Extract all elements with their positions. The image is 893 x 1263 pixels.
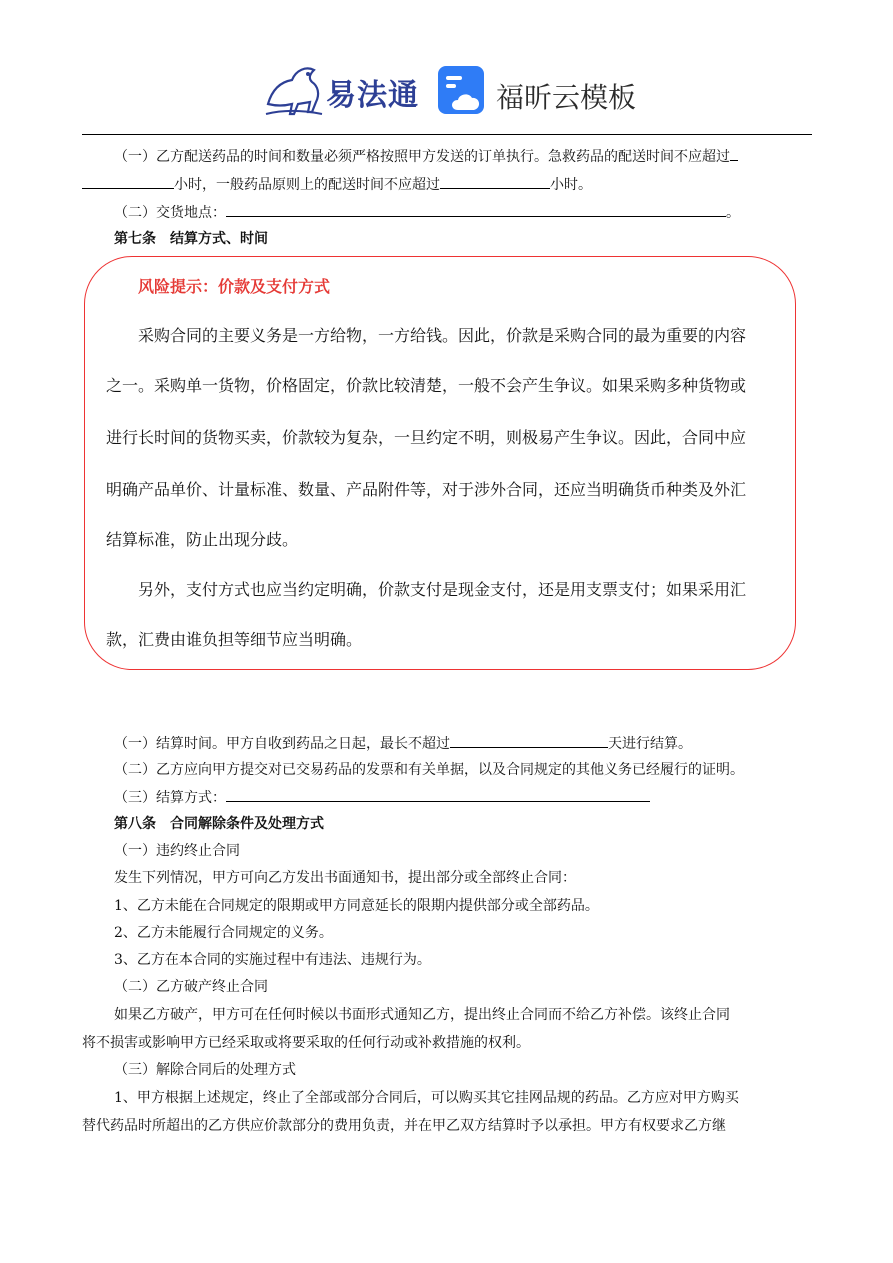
settlement-time-text-b: 天进行结算。 [608,736,692,752]
clause8-condition-3: 3、乙方在本合同的实施过程中有违法、违规行为。 [114,952,431,968]
settlement-days-blank [450,733,608,748]
header-divider [82,134,812,135]
delivery-location-blank [226,202,726,217]
yifatong-logo [262,60,422,120]
clause6-item1-text-b: 小时，一般药品原则上的配送时间不应超过 [174,177,440,193]
risk-notice-title: 风险提示：价款及支付方式 [138,277,331,296]
clause8-intro: 发生下列情况，甲方可向乙方发出书面通知书，提出部分或全部终止合同： [114,870,576,886]
delivery-location-period: 。 [726,205,740,221]
clause8-bankruptcy-line1: 如果乙方破产，甲方可在任何时候以书面形式通知乙方，提出终止合同而不给乙方补偿。该终止合同 [114,1007,730,1023]
page-header [0,60,893,122]
clause8-bankruptcy-line2: 将不损害或影响甲方已经采取或将要采取的任何行动或补救措施的权利。 [82,1035,530,1051]
risk-notice-line: 采购合同的主要义务是一方给物，一方给钱。因此，价款是采购合同的最为重要的内容 [138,326,747,345]
clause8-sub1: （一）违约终止合同 [114,843,240,859]
clause6-item1-line2 [82,174,592,195]
risk-notice-line: 结算标准，防止出现分歧。 [106,530,299,549]
foxit-template-brand-text: 福昕云模板 [496,81,637,114]
risk-notice-line: 款，汇费由谁负担等细节应当明确。 [106,630,363,649]
clause6-item1-text-c: 小时。 [550,177,592,193]
clause8-sub2: （二）乙方破产终止合同 [114,979,268,995]
general-hours-blank [440,174,550,189]
risk-notice-line: 另外，支付方式也应当约定明确，价款支付是现金支付，还是用支票支付；如果采用汇 [138,580,747,599]
emergency-hours-blank-start [730,146,738,161]
clause7-item1 [114,733,692,754]
clause6-item1-line1 [114,146,738,167]
clause8-handling-line2: 替代药品时所超出的乙方供应价款部分的费用负责，并在甲乙双方结算时予以承担。甲方有权要求乙方继 [82,1118,726,1134]
risk-notice-line: 明确产品单价、计量标准、数量、产品附件等，对于涉外合同，还应当明确货币种类及外汇 [106,480,747,499]
cloud-document-icon [436,64,488,116]
settlement-method-label: （三）结算方式： [114,790,226,806]
settlement-time-text-a: （一）结算时间。甲方自收到药品之日起，最长不超过 [114,736,450,752]
clause6-item1-text-a: （一）乙方配送药品的时间和数量必须严格按照甲方发送的订单执行。急救药品的配送时间不应超过 [114,149,730,165]
risk-notice-box [84,256,796,670]
foxit-template-logo [436,64,636,120]
clause8-heading: 第八条 合同解除条件及处理方式 [114,816,324,832]
clause8-condition-2: 2、乙方未能履行合同规定的义务。 [114,925,333,941]
clause8-sub3: （三）解除合同后的处理方式 [114,1062,296,1078]
clause8-condition-1: 1、乙方未能在合同规定的限期或甲方同意延长的限期内提供部分或全部药品。 [114,898,599,914]
settlement-method-blank [226,787,650,802]
emergency-hours-blank [82,174,174,189]
risk-notice-line: 之一。采购单一货物，价格固定，价款比较清楚，一般不会产生争议。如果采购多种货物或 [106,376,747,395]
yifatong-brand-text: 易法通 [326,78,419,113]
clause6-item2 [114,202,740,223]
clause7-item2: （二）乙方应向甲方提交对已交易药品的发票和有关单据，以及合同规定的其他义务已经履行的证明。 [114,762,744,778]
delivery-location-label: （二）交货地点： [114,205,226,221]
clause8-handling-line1: 1、甲方根据上述规定，终止了全部或部分合同后，可以购买其它挂网品规的药品。乙方应对甲方购买 [114,1090,739,1106]
clause7-item3 [114,787,650,808]
clause7-heading: 第七条 结算方式、时间 [114,231,268,247]
qilin-icon [262,60,326,120]
risk-notice-line: 进行长时间的货物买卖，价款较为复杂，一旦约定不明，则极易产生争议。因此，合同中应 [106,428,747,447]
